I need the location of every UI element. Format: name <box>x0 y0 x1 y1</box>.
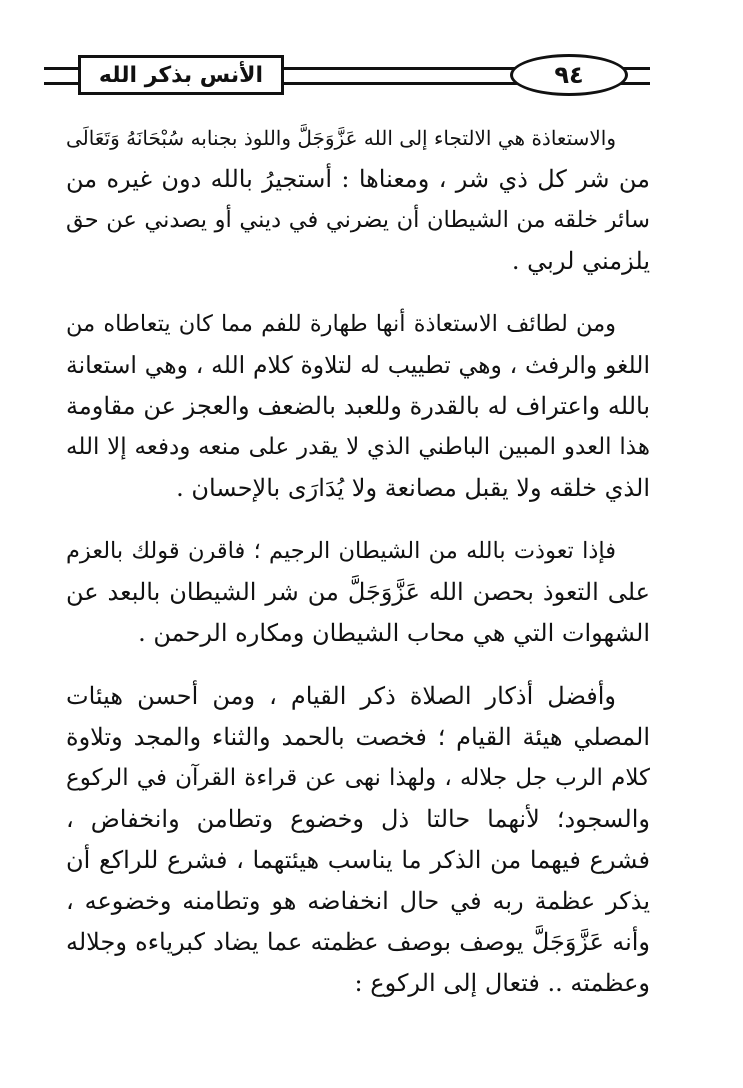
text-line: اللغو والرفث ، وهي تطييب له لتلاوة كلام الله ، وهي استعانة <box>66 351 650 379</box>
text-line: بالله واعتراف له بالقدرة وللعبد بالضعف والعجز عن مقاومة <box>66 392 650 420</box>
page-number: ٩٤ <box>510 54 628 96</box>
paragraph <box>66 304 650 509</box>
book-title: الأنس بذكر الله <box>78 55 284 95</box>
text-line: والسجود؛ لأنهما حالتا ذل وخضوع وتطامن وانخفاض ، <box>66 805 650 833</box>
page-body <box>66 118 650 1026</box>
text-line: ومن لطائف الاستعاذة أنها طهارة للفم مما كان يتعاطاه من <box>66 311 616 337</box>
paragraph <box>66 118 650 282</box>
text-line: الذي خلقه ولا يقبل مصانعة ولا يُدَارَى بالإحسان . <box>176 474 650 502</box>
paragraph <box>66 676 650 1004</box>
text-line: من شر كل ذي شر ، ومعناها : أستجيرُ بالله دون غيره من <box>66 165 650 193</box>
text-line: كلام الرب جل جلاله ، ولهذا نهى عن قراءة القرآن في الركوع <box>66 765 650 791</box>
text-line: وعظمته .. فتعال إلى الركوع : <box>354 969 650 997</box>
text-line: هذا العدو المبين الباطني الذي لا يقدر على منعه ودفعه إلا الله <box>66 434 650 460</box>
text-line: يلزمني لربي . <box>511 247 650 275</box>
text-line: سائر خلقه من الشيطان أن يضرني في ديني أو يصدني عن حق <box>66 207 650 233</box>
text-line: فإذا تعوذت بالله من الشيطان الرجيم ؛ فاقرن قولك بالعزم <box>66 538 616 564</box>
text-line: وأنه عَزَّوَجَلَّ يوصف بوصف عظمته عما يضاد كبرياءه وجلاله <box>66 928 650 956</box>
text-line: فشرع فيهما من الذكر ما يناسب هيئتهما ، فشرع للراكع أن <box>66 846 650 874</box>
text-line: المصلي هيئة القيام ؛ فخصت بالحمد والثناء والمجد وتلاوة <box>66 723 650 751</box>
running-header <box>44 52 650 100</box>
text-line: والاستعاذة هي الالتجاء إلى الله عَزَّوَجَلَّ واللوذ بجنابه سُبْحَانَهُ وَتَعَالَى <box>66 126 616 150</box>
text-line: يذكر عظمة ربه في حال انخفاضه هو وتطامنه وخضوعه ، <box>66 887 650 915</box>
text-line: على التعوذ بحصن الله عَزَّوَجَلَّ من شر الشيطان بالبعد عن <box>66 578 650 606</box>
paragraph <box>66 531 650 654</box>
text-line: الشهوات التي هي محاب الشيطان ومكاره الرحمن . <box>138 619 650 647</box>
text-line: وأفضل أذكار الصلاة ذكر القيام ، ومن أحسن هيئات <box>66 682 616 710</box>
